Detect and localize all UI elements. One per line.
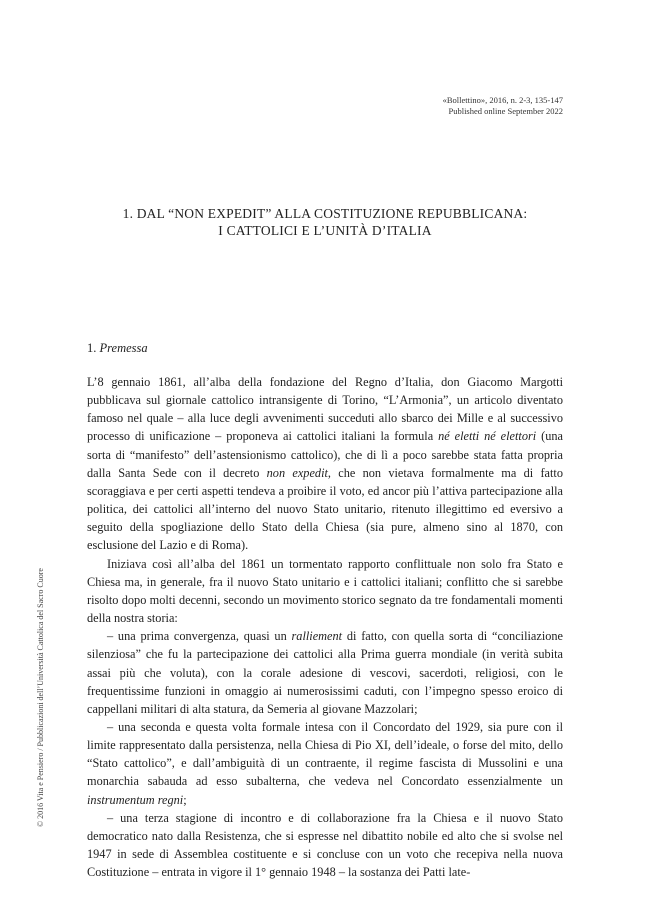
section-heading: [87, 341, 148, 356]
p1-emphasis-2: non expedit: [266, 465, 328, 480]
p3-text-b: di fatto, con quella sorta di “conciliazione silenziosa” che fu la partecipazione dei cattolici alla Prima guerra mondiale (in verità subita assai più che voluta), con la corale adesione di vescovi, sacerdoti, religiosi, con le frequentissime funzioni in omaggio ai numerosissimi caduti, con l’impegno spesso eroico di cappellani militari di alta statura, da Semeria al giovane Mazzolari;: [87, 629, 563, 716]
p1-text-c: , che non vietava formalmente ma di fatto scoraggiava e per certi aspetti tendeva a proibire il voto, ed ancor più l’attiva partecipazione alla politica, dei cattolici all’interno del nuovo Stato unitario, ritenuto illegittimo ed eversivo a seguito della spogliazione dello Stato della Chiesa (sia pure, almeno sino al 1870, con esclusione del Lazio e di Roma).: [87, 465, 563, 553]
section-number: 1.: [87, 341, 97, 355]
paragraph-4: [87, 718, 563, 809]
section-name: Premessa: [99, 341, 148, 355]
article-title: [87, 205, 563, 239]
p3-text-a: – una prima convergenza, quasi un: [107, 629, 292, 644]
paragraph-3: [87, 627, 563, 718]
p1-text-a: L’8 gennaio 1861, all’alba della fondazione del Regno d’Italia, don Giacomo Margotti pubblicava sul giornale cattolico intransigente di Torino, “L’Armonia”, un articolo diventato famoso nel quale – alla luce degli avvenimenti succeduti allo sbarco dei Mille e al successivo processo di unificazione – proponeva ai cattolici italiani la formula: [87, 375, 563, 444]
published-line: Published online September 2022: [448, 106, 563, 116]
p1-text-b: (una sorta di “manifesto” dell’astensionismo cattolico), che di lì a poco sarebbe stata fatta propria dalla Santa Sede con il decreto: [87, 429, 563, 480]
title-line-1: 1. DAL “NON EXPEDIT” ALLA COSTITUZIONE REPUBBLICANA:: [122, 206, 528, 221]
title-line-2: I CATTOLICI E L’UNITÀ D’ITALIA: [218, 223, 432, 238]
paragraph-5: – una terza stagione di incontro e di collaborazione fra la Chiesa e il nuovo Stato democratico nato dalla Resistenza, che si espresse nel dibattito nobile ed alto che si svolse nel 1947 in sede di Assemblea costituente e si concluse con un voto che recepiva nella nuova Costituzione – entrata in vigore il 1° gennaio 1948 – la sostanza dei Patti late-: [87, 810, 563, 880]
p4-emphasis: instrumentum regni: [87, 792, 184, 807]
journal-header: [443, 95, 563, 117]
p4-text-a: – una seconda e questa volta formale intesa con il Concordato del 1929, sia pure con il limite rappresentato dalla persistenza, nella Chiesa di Pio XI, dell’ideale, o forse del mito, dello “Stato cattolico”, e dall’ambiguità di un contraente, il regime fascista di Mussolini e una monarchia sabauda ad esso subalterna, che vedeva nel Concordato essenzialmente un: [87, 719, 563, 789]
copyright-side-note: © 2016 Vita e Pensiero / Pubblicazioni dell’Università Cattolica del Sacro Cuore: [36, 568, 45, 827]
body-text: [87, 373, 563, 881]
paragraph-1: [87, 373, 563, 555]
p4-text-b: ;: [183, 792, 187, 807]
p3-emphasis: ralliement: [291, 629, 343, 644]
citation-line: «Bollettino», 2016, n. 2-3, 135-147: [442, 95, 563, 105]
paragraph-2: Iniziava così all’alba del 1861 un tormentato rapporto conflittuale non solo fra Stato e Chiesa ma, in generale, fra il nuovo Stato unitario e i cattolici italiani; conflitto che si sarebbe risolto dopo molti decenni, secondo un movimento storico segnato da tre fondamentali momenti della nostra storia:: [87, 556, 563, 626]
p1-emphasis-1: né eletti né elettori: [438, 429, 537, 444]
